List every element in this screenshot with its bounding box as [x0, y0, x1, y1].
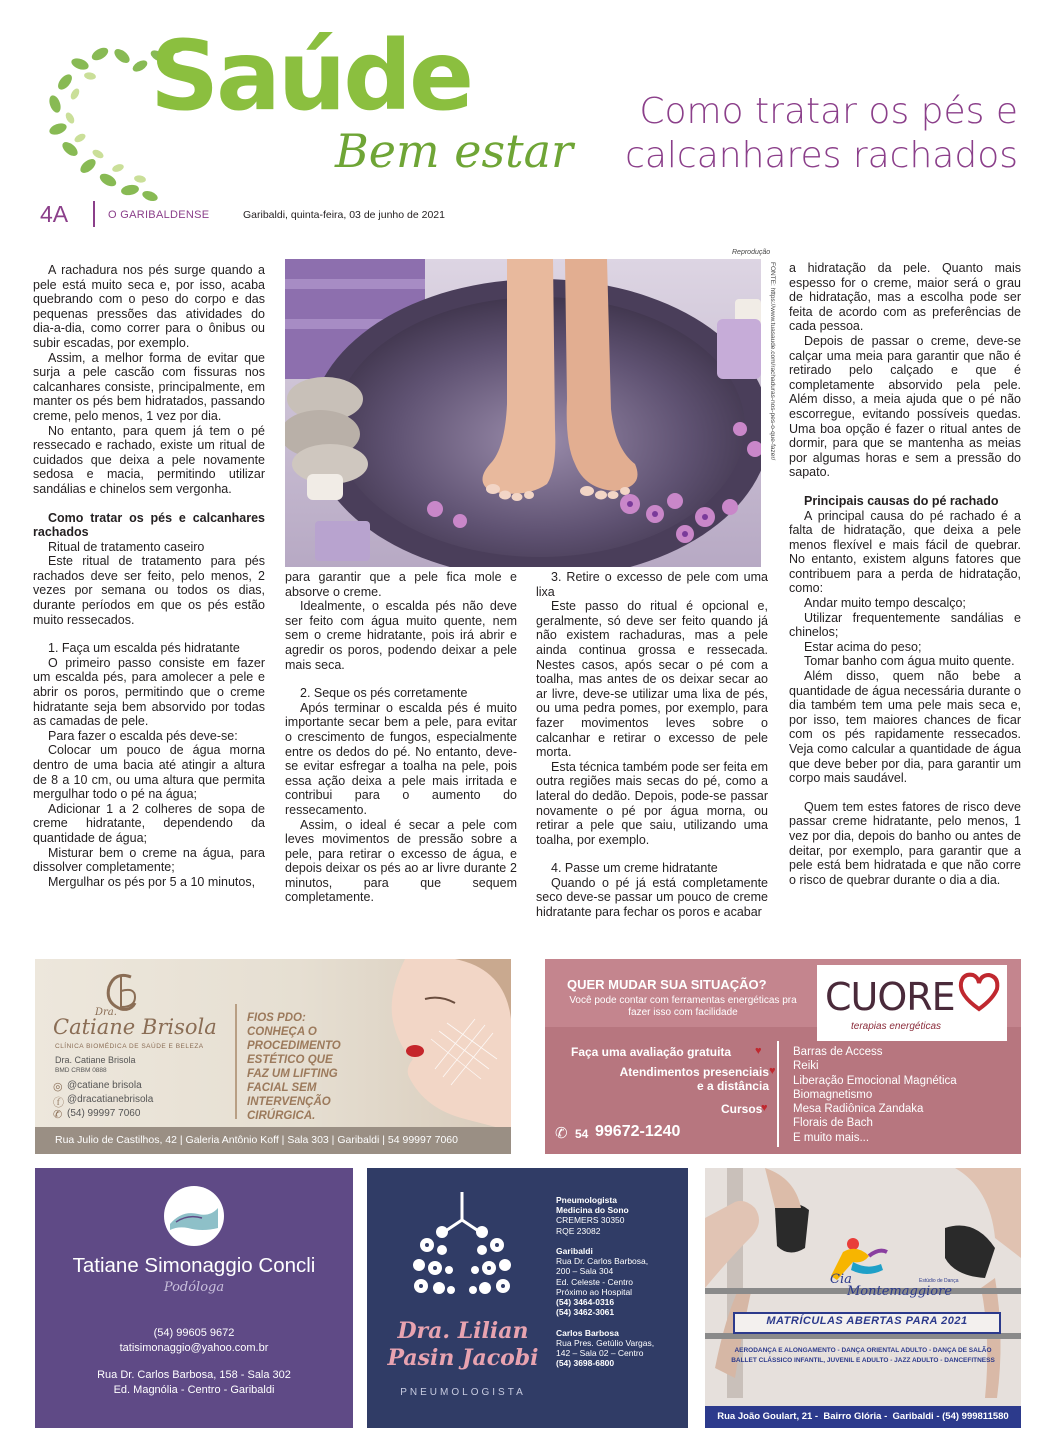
- paragraph: Assim, o ideal é secar a pele com leves movimentos de pressão sobre a pele, para retirar o excesso de água, e depois deixar os pés ao ar livre durante 2 minutos, para que sequem completamente.: [285, 817, 517, 905]
- contact-line: Garibaldi: [556, 1246, 593, 1257]
- step-heading: 3. Retire o excesso de pele com uma lixa: [536, 570, 768, 599]
- ad-prefix: Dra.: [95, 1007, 117, 1018]
- contact-line: RQE 23082: [556, 1225, 601, 1236]
- paragraph: A principal causa do pé rachado é a falta de hidratação, que deixa a pele menos flexível e mais fácil de quebrar. No entanto, existem alguns fatores que contribuem para a perda de hidratação, como:: [789, 508, 1021, 596]
- ad-address: Rua Dr. Carlos Barbosa, 158 - Sala 302 Ed. Magnólia - Centro - Garibaldi: [97, 1369, 291, 1396]
- ad-offer: Atendimentos presenciais e a distância: [619, 1065, 769, 1093]
- woman-face-illustration: [365, 959, 511, 1131]
- ad-doctor: Dra. Catiane Brisola: [55, 1055, 136, 1065]
- ad-email: tatisimonaggio@yahoo.com.br: [119, 1342, 269, 1354]
- contact-line: (54) 3462-3061: [556, 1307, 615, 1318]
- article-column-4: [789, 261, 1021, 887]
- paragraph: Assim, a melhor forma de evitar que surja a pele cascão com fissuras nos calcanhares consiste, principalmente, em manter os pés bem hidratados, passando creme, pelo menos, 1 vez por dia.: [33, 350, 265, 423]
- paragraph: Após terminar o escalda pés é muito importante secar bem a pele, para evitar o crescimento de fungos, especialmente entre os dedos do pé. No entanto, deve-se evitar esfregar a toalha na pele, pois essa ação deixa a pele mais irritada e contribui para o aumento do ressecamento.: [285, 700, 517, 817]
- edition-date: Garibaldi, quinta-feira, 03 de junho de 2021: [243, 209, 445, 221]
- contact-line: Rua Dr. Carlos Barbosa,: [556, 1256, 649, 1267]
- paragraph: O primeiro passo consiste em fazer um escalda pés, para amolecer a pele e abrir os poros, permitindo que o creme hidratante seja bem absorvido por todas as camadas de pele.: [33, 655, 265, 729]
- paragraph: Colocar um pouco de água morna dentro de uma bacia até atingir a altura de 8 a 10 cm, ou uma altura que permita mergulhar todo o pé na água;: [33, 743, 265, 802]
- ad-divider: [235, 1004, 237, 1119]
- list-item: Andar muito tempo descalço;: [804, 596, 966, 611]
- cuore-logo-sub: terapias energéticas: [851, 1021, 942, 1032]
- paragraph: Este ritual de tratamento para pés rachados deve ser feito, pelo menos, 2 vezes por semana ou todos os dias, durante períodos em que os pés estão muito ressecados.: [33, 554, 265, 627]
- ad-contact-info: [556, 1195, 654, 1368]
- heart-icon: [955, 969, 1003, 1013]
- ad-catiane-brisola: [35, 959, 511, 1154]
- ad-cia-montemaggiore: [705, 1168, 1021, 1428]
- ad-offer: Faça uma avaliação gratuita: [571, 1045, 732, 1059]
- photo-source: FONTE: https://www.tuasaude.com/rachaduras-nos-pes-o-que-fazer/: [769, 262, 776, 461]
- logo-cia: Cia: [830, 1272, 852, 1287]
- paragraph: Idealmente, o escalda pés não deve ser feito com água muito quente, nem sem o creme hidratante, pois irá abrir e agredir os poros, podendo deixar a pele mais seca.: [285, 599, 517, 672]
- contact-line: Carlos Barbosa: [556, 1327, 619, 1338]
- ad-lilian-pasin-jacobi: [367, 1168, 688, 1428]
- ad-address: Rua João Goulart, 21 - Bairro Glória - Garibaldi - (54) 999811580: [717, 1411, 1009, 1422]
- ad-brand-name: Catiane Brisola: [53, 1015, 217, 1039]
- ad-promo-text: FIOS PDO: CONHEÇA O PROCEDIMENTO ESTÉTICO QUE FAZ UM LIFTING FACIAL SEM INTERVENÇÃO CIRÚRGICA.: [247, 1012, 341, 1122]
- paragraph: Para fazer o escalda pés deve-se:: [48, 728, 238, 743]
- newspaper-name: O GARIBALDENSE: [108, 209, 210, 221]
- paragraph: a hidratação da pele. Quanto mais espesso for o creme, maior será o grau de hidratação, mas a escolha pode ser feita de acordo com as preferências de cada pessoa.: [789, 261, 1021, 334]
- ad-tatiane-simonaggio: [35, 1168, 353, 1428]
- paragraph: Depois de passar o creme, deve-se calçar uma meia para garantir que não é retirado pelo calçado e que é completamente absorvido pela pele. Além disso, a meia ajuda que o pé não escorregue, evitando possíveis quedas. Uma boa opção é fazer o ritual antes de dormir, para que se mantenha as meias por algumas horas e sem a pressão do sapato.: [789, 333, 1021, 480]
- step-heading: 2. Seque os pés corretamente: [300, 686, 468, 701]
- paragraph: A rachadura nos pés surge quando a pele está muito seca e, por isso, acaba quebrando com o peso do corpo e das pequenas pressões das atividades do dia-a-dia, como correr para o ônibus ou subir escadas, por exemplo.: [33, 263, 265, 350]
- contact-line: [556, 1236, 654, 1246]
- step-heading: 4. Passe um creme hidratante: [551, 861, 718, 876]
- article-headline: Como tratar os pés e calcanhares rachados: [625, 91, 1018, 176]
- section-subtitle: Bem estar: [335, 124, 573, 178]
- paragraph: para garantir que a pele fica mole e absorve o creme.: [285, 570, 517, 599]
- heart-bullet-icon: ♥: [769, 1065, 776, 1077]
- ad-social: @catiane brisola: [67, 1080, 142, 1091]
- contact-line: [556, 1317, 654, 1327]
- lungs-flowers-icon: [407, 1190, 517, 1305]
- ad-headline: QUER MUDAR SUA SITUAÇÃO?: [567, 977, 767, 992]
- contact-line: Rua Pres. Getúlio Vargas,: [556, 1337, 655, 1348]
- contact-line: (54) 3464-0316: [556, 1297, 615, 1308]
- logo-small-text: Estúdio de Dança: [919, 1278, 959, 1284]
- page-number: 4A: [40, 201, 69, 227]
- ad-role: Podóloga: [163, 1280, 225, 1295]
- ad-services-list: Barras de Access Reiki Liberação Emocional Magnética Biomagnetismo Mesa Radiônica Zandaka Florais de Bach E muito mais...: [793, 1046, 957, 1144]
- paragraph: Misturar bem o creme na água, para dissolver completamente;: [33, 845, 265, 875]
- ad-brand-name: Dra. Lilian Pasin Jacobi: [387, 1318, 539, 1371]
- article-column-2: [285, 570, 517, 905]
- feet-spa-photo: [285, 259, 761, 567]
- ad-social: @dracatianebrisola: [67, 1094, 154, 1105]
- ad-divider: [777, 1041, 779, 1147]
- paragraph: Quem tem estes fatores de risco deve passar creme hidratante, pelo menos, 1 vez por dia, depois do banho ou antes de deitar, por exemplo, para garantir que a pele está bem hidratada e que não corre o risco de quebrar durante o dia a dia.: [789, 799, 1021, 887]
- whatsapp-icon: ✆: [555, 1125, 568, 1142]
- foot-logo-icon: [162, 1184, 226, 1248]
- contact-line: 200 – Sala 304: [556, 1266, 614, 1277]
- ad-offer: Cursos: [721, 1102, 763, 1116]
- paragraph: No entanto, para quem já tem o pé ressecado e rachado, existe um ritual de cuidados que deixa a pele novamente sedosa e macia, permitindo utilizar sandálias e chinelos sem vergonha.: [33, 423, 265, 496]
- ad-subtext: Você pode contar com ferramentas energéticas pra fazer isso com facilidade: [569, 995, 797, 1018]
- article-subheading: Principais causas do pé rachado: [804, 493, 999, 508]
- instagram-icon: ◎: [53, 1081, 63, 1093]
- enrollment-text: MATRÍCULAS ABERTAS PARA 2021: [766, 1315, 968, 1327]
- cuore-logo: CUORE: [825, 975, 955, 1019]
- photo-credit: Reprodução: [732, 249, 771, 256]
- paragraph: Este passo do ritual é opcional e, geralmente, só deve ser feito quando já não existem rachaduras, mas a pele ainda continua grossa e ressecada. Nestes casos, após secar o pé com a toalha, mas antes de os deixar secar ao ar livre, deve-se utilizar uma lixa de pés, ou uma pedra pomes, por exemplo, para fazer movimentos leves sobre o calcanhar e retirar o excesso de pele morta.: [536, 599, 768, 760]
- paragraph: Adicionar 1 a 2 colheres de sopa de creme hidratante, dependendo da quantidade de água;: [33, 801, 265, 845]
- ad-brand-name: Tatiane Simonaggio Concli: [72, 1254, 316, 1277]
- paragraph: Mergulhar os pés por 5 a 10 minutos,: [48, 874, 256, 889]
- article-column-1: [33, 263, 265, 889]
- contact-line: Medicina do Sono: [556, 1205, 629, 1216]
- contact-line: CREMERS 30350: [556, 1215, 625, 1226]
- heart-bullet-icon: ♥: [761, 1102, 768, 1114]
- contact-line: Ed. Celeste - Centro: [556, 1276, 634, 1287]
- class-list: AERODANÇA E ALONGAMENTO - DANÇA ORIENTAL ADULTO - DANÇA DE SALÃO BALLET CLÁSSICO INFANTIL, JUVENIL E ADULTO - JAZZ ADULTO - DANCEFITNESS: [731, 1347, 995, 1364]
- ad-address: Rua Julio de Castilhos, 42 | Galeria Antônio Koff | Sala 303 | Garibaldi | 54 99997 7060: [55, 1134, 458, 1146]
- paragraph: Quando o pé já está completamente seco deve-se passar um pouco de creme hidratante para fechar os poros e acabar: [536, 875, 768, 920]
- list-item: Estar acima do peso;: [804, 639, 922, 654]
- ad-role: PNEUMOLOGISTA: [400, 1387, 526, 1398]
- whatsapp-icon: ✆: [53, 1109, 63, 1121]
- paragraph: Esta técnica também pode ser feita em outra regiões mais secas do pé, como a lateral do dedão. Depois, pode-se passar novamente o pé por água morna, ou retirar a pele que saiu, utilizando uma toalha, por exemplo.: [536, 759, 768, 847]
- article-subheading: Como tratar os pés e calcanhares rachados: [33, 510, 265, 540]
- section-title: Saúde: [150, 20, 472, 132]
- paragraph: Além disso, quem não bebe a quantidade de água necessária durante o dia também tem uma pele mais seca e, por isso, tem maiores chances de ficar com os pés rapidamente ressecados. Veja como calcular a quantidade de água que deve beber por dia, para garantir um corpo mais saudável.: [789, 669, 1021, 786]
- paragraph: Ritual de tratamento caseiro: [48, 539, 205, 554]
- heart-bullet-icon: ♥: [755, 1045, 762, 1057]
- header-divider: [93, 201, 95, 227]
- ad-cuore: [545, 959, 1021, 1154]
- ad-phone-prefix: 54: [575, 1127, 589, 1141]
- ad-phone: 99672-1240: [595, 1123, 681, 1140]
- contact-line: (54) 3698-6800: [556, 1358, 615, 1369]
- facebook-icon: ⓕ: [53, 1097, 64, 1109]
- contact-line: Pneumologista: [556, 1195, 617, 1205]
- ad-tagline: CLÍNICA BIOMÉDICA DE SAÚDE E BELEZA: [55, 1043, 204, 1050]
- ad-phone: (54) 99997 7060: [67, 1108, 141, 1119]
- article-column-3: [536, 570, 768, 920]
- contact-line: 142 – Sala 02 – Centro: [556, 1348, 644, 1359]
- ad-phone: (54) 99605 9672: [153, 1327, 235, 1339]
- logo-name: Montemaggiore: [847, 1284, 953, 1299]
- step-heading: 1. Faça um escalda pés hidratante: [48, 641, 240, 656]
- contact-line: Próximo ao Hospital: [556, 1286, 633, 1297]
- ad-crbm: BMD CRBM 0888: [55, 1067, 107, 1074]
- list-item: Utilizar frequentemente sandálias e chinelos;: [789, 610, 1021, 640]
- list-item: Tomar banho com água muito quente.: [804, 654, 1015, 669]
